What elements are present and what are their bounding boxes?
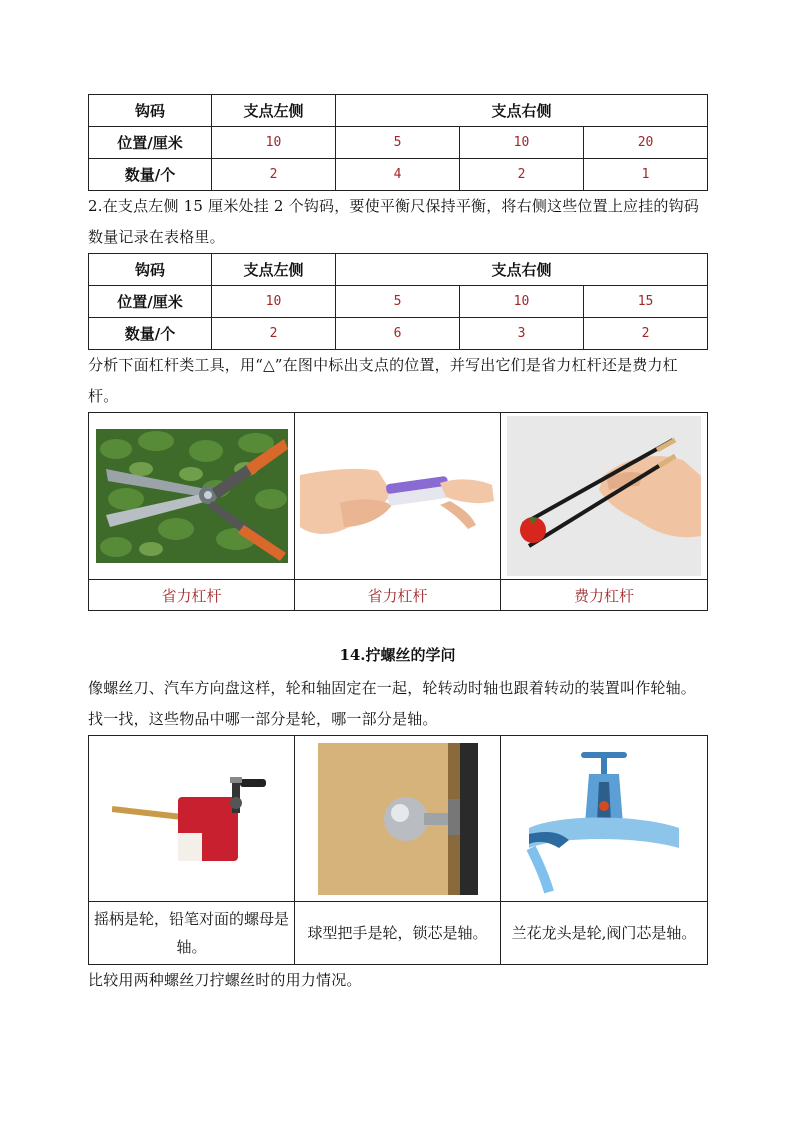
screwdriver-compare-text: 比较用两种螺丝刀拧螺丝时的用力情况。 xyxy=(88,971,362,989)
cell-value: 2 xyxy=(584,318,708,350)
answer-stapler: 省力杠杆 xyxy=(295,580,501,611)
pencil-sharpener-image xyxy=(89,736,295,902)
caption-door-knob: 球型把手是轮，锁芯是轴。 xyxy=(295,902,501,965)
header-left-of-fulcrum: 支点左侧 xyxy=(212,95,336,127)
cell-value: 5 xyxy=(336,127,460,159)
caption-sharpener: 摇柄是轮，铅笔对面的螺母是轴。 xyxy=(89,902,295,965)
chopsticks-image xyxy=(501,413,708,580)
cell-value: 5 xyxy=(336,286,460,318)
answer-chopsticks: 费力杠杆 xyxy=(501,580,708,611)
row-label-position: 位置/厘米 xyxy=(89,127,212,159)
cell-value: 2 xyxy=(212,159,336,191)
header-hook: 钩码 xyxy=(89,254,212,286)
stapler-image xyxy=(295,413,501,580)
faucet-icon xyxy=(519,744,689,894)
faucet-image xyxy=(501,736,708,902)
lever-tools-table xyxy=(88,412,708,611)
door-knob-icon xyxy=(318,743,478,895)
question-2-text: 2.在支点左侧 15 厘米处挂 2 个钩码，要使平衡尺保持平衡，将右侧这些位置上应挂的钩码数量记录在表格里。 xyxy=(88,197,700,246)
row-label-count: 数量/个 xyxy=(89,318,212,350)
hook-table-1 xyxy=(88,94,708,191)
cell-value: 10 xyxy=(212,286,336,318)
row-label-count: 数量/个 xyxy=(89,159,212,191)
header-right-of-fulcrum: 支点右侧 xyxy=(336,254,708,286)
hook-table-2 xyxy=(88,253,708,350)
wheel-axle-task: 找一找，这些物品中哪一部分是轮，哪一部分是轴。 xyxy=(88,710,438,728)
table-row xyxy=(89,902,708,965)
door-knob-image xyxy=(295,736,501,902)
chopsticks-icon xyxy=(507,416,701,576)
cell-value: 3 xyxy=(460,318,584,350)
table-row xyxy=(89,318,708,350)
cell-value: 1 xyxy=(584,159,708,191)
table-row xyxy=(89,580,708,611)
header-left-of-fulcrum: 支点左侧 xyxy=(212,254,336,286)
section-title: 14.拧螺丝的学问 xyxy=(339,646,456,664)
hedge-shears-icon xyxy=(96,429,288,563)
cell-value: 15 xyxy=(584,286,708,318)
cell-value: 20 xyxy=(584,127,708,159)
table-row xyxy=(89,127,708,159)
stapler-icon xyxy=(300,441,496,551)
table-row xyxy=(89,736,708,902)
cell-value: 4 xyxy=(336,159,460,191)
table-row xyxy=(89,286,708,318)
row-label-position: 位置/厘米 xyxy=(89,286,212,318)
table-row xyxy=(89,95,708,127)
answer-hedge-shears: 省力杠杆 xyxy=(89,580,295,611)
cell-value: 10 xyxy=(212,127,336,159)
wheel-axle-definition: 像螺丝刀、汽车方向盘这样，轮和轴固定在一起，轮转动时轴也跟着转动的装置叫作轮轴。 xyxy=(88,679,697,697)
worksheet-page xyxy=(88,94,707,996)
cell-value: 2 xyxy=(212,318,336,350)
table-row xyxy=(89,254,708,286)
cell-value: 6 xyxy=(336,318,460,350)
header-right-of-fulcrum: 支点右侧 xyxy=(336,95,708,127)
table-row xyxy=(89,159,708,191)
table-row xyxy=(89,413,708,580)
header-hook: 钩码 xyxy=(89,95,212,127)
hedge-shears-image xyxy=(89,413,295,580)
caption-faucet: 兰花龙头是轮,阀门芯是轴。 xyxy=(501,902,708,965)
cell-value: 10 xyxy=(460,286,584,318)
pencil-sharpener-icon xyxy=(112,773,272,865)
cell-value: 10 xyxy=(460,127,584,159)
cell-value: 2 xyxy=(460,159,584,191)
wheel-axle-table xyxy=(88,735,708,965)
lever-instruction-text: 分析下面杠杆类工具，用“△”在图中标出支点的位置，并写出它们是省力杠杆还是费力杠杆。 xyxy=(88,356,678,405)
